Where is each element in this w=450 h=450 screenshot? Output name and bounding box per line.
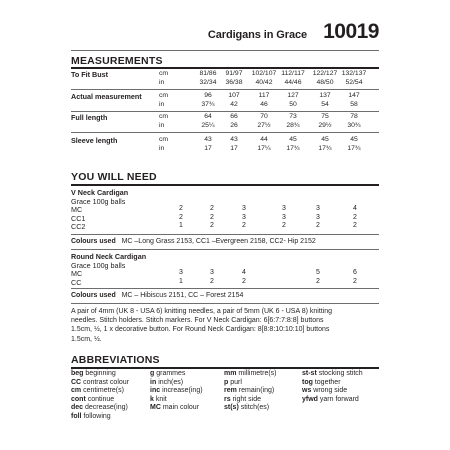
abbreviation-term: st-st (302, 370, 317, 377)
abbreviation-item (71, 413, 129, 422)
v-neck-colours-label: Colours used (71, 238, 116, 245)
measurement-row (71, 70, 379, 90)
notes-line: 1.5cm, ½. (71, 335, 102, 343)
header-rule (71, 50, 379, 51)
pattern-number: 10019 (323, 20, 379, 43)
yarn-colour-label: MC (71, 205, 83, 214)
v-neck-yarn: Grace 100g balls (71, 197, 126, 206)
v-neck-title: V Neck Cardigan (71, 188, 129, 197)
abbreviation-item (71, 370, 129, 379)
yarn-colour-label: CC1 (71, 213, 86, 223)
measurement-value: 43 (204, 136, 212, 143)
measurement-value: 27½ (257, 122, 271, 129)
measurement-value: 26 (230, 122, 238, 129)
yarn-quantity: 3 (282, 205, 286, 212)
measurement-value: 132/137 (341, 70, 367, 77)
abbreviation-item (302, 387, 363, 396)
yarn-quantity: 2 (242, 277, 246, 285)
abbreviation-meaning: stocking stitch (318, 370, 363, 377)
measurement-value: 127 (287, 92, 299, 99)
abbreviation-term: mm (224, 370, 237, 377)
abbreviation-term: dec (71, 404, 84, 412)
abbreviation-meaning: wrong side (313, 387, 348, 395)
measurement-value: 75 (321, 113, 329, 120)
round-neck-yarn: Grace 100g balls (71, 261, 126, 270)
abbreviation-meaning: purl (230, 378, 242, 386)
yarn-quantity: 2 (353, 213, 357, 221)
abbreviation-meaning: millimetre(s) (238, 370, 277, 377)
measurement-value: 117 (258, 92, 270, 99)
page-header (71, 20, 379, 46)
measurement-value: 81/86 (199, 70, 217, 77)
abbreviation-item (302, 379, 363, 388)
measurement-value: 96 (204, 92, 212, 99)
abbreviation-item (224, 396, 277, 405)
measurement-value: 17¾ (347, 145, 361, 152)
measurement-value: 45 (321, 136, 329, 143)
measurement-label: Sleeve length (71, 136, 118, 145)
measurement-value: 58 (350, 101, 358, 108)
round-neck-colours-label: Colours used (71, 292, 116, 299)
measurement-value: 91/97 (225, 70, 243, 77)
abbreviation-meaning: increase(ing) (162, 387, 203, 395)
measurement-value: 46 (260, 101, 268, 108)
yarn-quantity: 3 (179, 269, 183, 276)
abbreviation-term: g (150, 370, 155, 377)
measurement-value: 54 (321, 101, 329, 108)
abbreviation-item (150, 370, 203, 379)
you-will-need-heading: YOU WILL NEED (71, 171, 157, 183)
yarn-quantity: 4 (353, 205, 357, 212)
yarn-quantity: 3 (242, 205, 246, 212)
round-neck-colours (71, 292, 379, 299)
measurement-row-rule (71, 111, 379, 112)
measurement-row (71, 113, 379, 133)
abbreviation-meaning: centimetre(s) (83, 387, 124, 395)
abbreviation-meaning: decrease(ing) (85, 404, 128, 412)
abbreviation-meaning: following (83, 412, 111, 420)
unit-cm: cm (159, 70, 169, 77)
abbreviation-meaning: contrast colour (83, 378, 129, 386)
abbreviation-term: MC (150, 404, 161, 412)
yarn-quantity: 2 (353, 222, 357, 229)
measurement-row (71, 92, 379, 112)
yarn-quantity: 3 (316, 205, 320, 212)
measurement-row-rule (71, 89, 379, 90)
measurement-value: 45 (289, 136, 297, 143)
v-neck-rule (71, 234, 379, 235)
abbreviation-item (71, 379, 129, 388)
abbreviation-term: k (150, 395, 154, 403)
yarn-quantity: 2 (179, 213, 183, 221)
abbreviation-term: foll (71, 412, 82, 420)
abbreviations-column (71, 370, 129, 422)
unit-in: in (159, 145, 165, 152)
abbreviation-term: rem (224, 387, 237, 395)
yarn-quantity: 3 (282, 213, 286, 221)
round-neck-rule (71, 288, 379, 289)
abbreviation-term: ws (302, 387, 312, 395)
measurement-value: 102/107 (251, 70, 277, 77)
v-neck-colours (71, 238, 379, 245)
v-neck-colours-text: MC –Long Grass 2153, CC1 –Evergreen 2158, CC2- Hip 2152 (121, 238, 316, 245)
measurement-value: 50 (289, 101, 297, 108)
abbreviation-item (150, 379, 203, 388)
abbreviation-item (71, 396, 129, 405)
abbreviations-column (302, 370, 363, 404)
yarn-quantity: 2 (210, 213, 214, 221)
measurement-value: 73 (289, 113, 297, 120)
round-neck-top-rule (71, 249, 379, 250)
abbreviations-heading: ABBREVIATIONS (71, 354, 160, 366)
abbreviation-item (224, 370, 277, 379)
measurement-value: 17¾ (318, 145, 332, 152)
yarn-colour-label: CC (71, 277, 82, 287)
unit-cm: cm (159, 136, 169, 143)
measurement-value: 44 (260, 136, 268, 143)
measurement-value: 66 (230, 113, 238, 120)
unit-cm: cm (159, 113, 169, 120)
abbreviations-rule (71, 367, 379, 369)
measurement-value: 36/38 (225, 79, 243, 86)
measurement-value: 28¾ (286, 122, 300, 129)
yarn-quantity: 3 (210, 269, 214, 276)
abbreviation-term: CC (71, 378, 82, 386)
measurement-value: 107 (228, 92, 240, 99)
measurement-value: 122/127 (312, 70, 338, 77)
unit-in: in (159, 122, 165, 129)
abbreviation-meaning: knit (155, 395, 167, 403)
notes-top-rule (71, 303, 379, 304)
measurement-value: 137 (319, 92, 331, 99)
measurement-row-rule (71, 132, 379, 133)
measurement-value: 44/46 (284, 79, 302, 86)
yarn-colour-label: CC2 (71, 222, 86, 231)
abbreviation-meaning: main colour (162, 404, 200, 412)
unit-in: in (159, 79, 165, 86)
measurement-value: 17¼ (257, 145, 271, 152)
measurement-value: 43 (230, 136, 238, 143)
yarn-quantity: 2 (179, 205, 183, 212)
yarn-quantity: 2 (210, 222, 214, 229)
abbreviations-column (150, 370, 203, 413)
yarn-quantity: 4 (242, 269, 246, 276)
measurement-value: 30¾ (347, 122, 361, 129)
measurement-value: 40/42 (255, 79, 273, 86)
abbreviation-meaning: beginning (85, 370, 116, 377)
notes-line: A pair of 4mm (UK 8 - USA 6) knitting needles, a pair of 5mm (UK 6 - USA 8) knitting (71, 308, 333, 315)
abbreviation-item (150, 396, 203, 405)
yarn-quantity: 2 (210, 205, 214, 212)
yarn-quantity: 3 (316, 213, 320, 221)
measurement-value: 42 (230, 101, 238, 108)
abbreviation-item (71, 404, 129, 413)
abbreviation-meaning: inch(es) (158, 378, 184, 386)
yarn-quantity: 1 (179, 277, 183, 285)
measurement-value: 17¾ (286, 145, 300, 152)
yarn-quantity: 5 (316, 269, 320, 276)
measurement-value: 78 (350, 113, 358, 120)
abbreviation-term: p (224, 378, 229, 386)
abbreviation-item (71, 387, 129, 396)
abbreviation-item (150, 404, 203, 413)
abbreviation-term: rs (224, 395, 231, 403)
abbreviations-column (224, 370, 277, 413)
abbreviation-meaning: right side (232, 395, 261, 403)
abbreviation-item (302, 396, 363, 405)
measurement-value: 29½ (318, 122, 332, 129)
abbreviation-item (224, 387, 277, 396)
measurement-label: To Fit Bust (71, 70, 108, 79)
measurement-label: Actual measurement (71, 92, 142, 101)
notes-line: 1.5cm, ½, 1 x decorative button. For Round Neck Cardigan: 8[8:8:10:10:10] buttons (71, 326, 330, 334)
abbreviation-item (302, 370, 363, 379)
abbreviation-term: beg (71, 370, 84, 377)
yarn-quantity: 2 (316, 222, 320, 229)
measurement-value: 25¼ (201, 122, 215, 129)
abbreviation-meaning: grammes (156, 370, 186, 377)
yarn-quantity: 1 (179, 222, 183, 229)
measurement-value: 37¾ (201, 101, 215, 108)
yarn-quantity: 3 (242, 213, 246, 221)
abbreviation-meaning: remain(ing) (238, 387, 275, 395)
measurement-label: Full length (71, 113, 108, 122)
abbreviation-term: cm (71, 387, 82, 395)
round-neck-colours-text: MC – Hibiscus 2151, CC – Forest 2154 (121, 292, 244, 299)
abbreviation-term: inc (150, 387, 161, 395)
abbreviation-meaning: yarn forward (319, 395, 359, 403)
measurement-value: 70 (260, 113, 268, 120)
abbreviation-meaning: together (314, 378, 341, 386)
you-will-need-rule (71, 184, 379, 186)
abbreviation-meaning: stitch(es) (240, 404, 270, 412)
abbreviation-item (224, 379, 277, 388)
abbreviation-meaning: continue (87, 395, 115, 403)
yarn-quantity: 6 (353, 269, 357, 276)
round-neck-title: Round Neck Cardigan (71, 252, 147, 261)
measurement-row (71, 136, 379, 156)
measurement-value: 64 (204, 113, 212, 120)
unit-cm: cm (159, 92, 169, 99)
measurement-value: 112/117 (281, 70, 305, 77)
yarn-colour-label: MC (71, 269, 83, 278)
pattern-title: Cardigans in Grace (207, 29, 307, 41)
abbreviation-term: in (150, 378, 157, 386)
yarn-quantity: 2 (282, 222, 286, 229)
measurement-value: 52/54 (345, 79, 363, 86)
yarn-quantity: 2 (210, 277, 214, 285)
notes-line: needles. Stitch holders. Stitch markers. For V Neck Cardigan: 6[6:7:7:8:8] buttons (71, 317, 324, 325)
materials-notes (71, 307, 383, 344)
abbreviation-term: st(s) (224, 404, 239, 412)
abbreviation-term: yfwd (302, 395, 318, 403)
measurements-heading: MEASUREMENTS (71, 55, 163, 67)
measurements-rule (71, 67, 379, 69)
yarn-quantity: 2 (353, 277, 357, 285)
yarn-quantity: 2 (242, 222, 246, 229)
yarn-quantity: 2 (316, 277, 320, 285)
abbreviation-term: cont (71, 395, 86, 403)
abbreviation-item (224, 404, 277, 413)
measurement-value: 32/34 (199, 79, 217, 86)
unit-in: in (159, 101, 165, 108)
measurement-value: 147 (348, 92, 360, 99)
measurement-value: 45 (350, 136, 358, 143)
abbreviation-item (150, 387, 203, 396)
abbreviation-term: tog (302, 378, 313, 386)
measurement-value: 17 (230, 145, 238, 152)
measurement-value: 48/50 (316, 79, 334, 86)
measurement-value: 17 (204, 145, 212, 152)
